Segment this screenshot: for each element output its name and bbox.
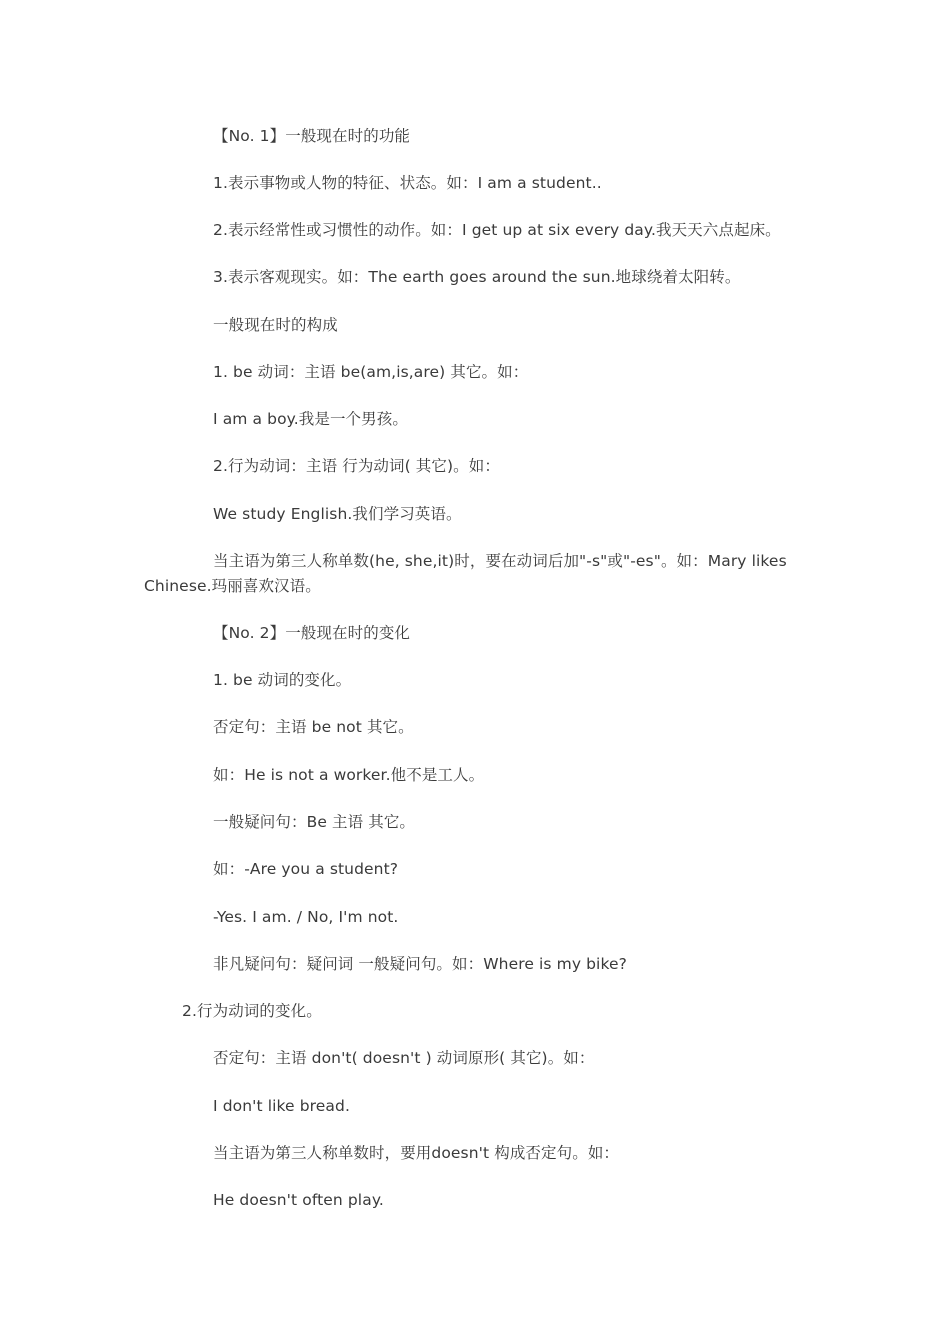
- section-heading-no1: 【No. 1】一般现在时的功能: [213, 127, 411, 145]
- paragraph-function-1: 1.表示事物或人物的特征、状态。如：I am a student..: [213, 174, 602, 192]
- example-yes-no-answer: -Yes. I am. / No, I'm not.: [213, 908, 399, 926]
- paragraph-action-verb-changes: 2.行为动词的变化。: [182, 1002, 322, 1020]
- paragraph-negative-be: 否定句：主语 be not 其它。: [213, 718, 414, 736]
- example-dont-like-bread: I don't like bread.: [213, 1097, 350, 1115]
- example-doesnt-often-play: He doesn't often play.: [213, 1191, 384, 1209]
- example-are-you-a-student: 如：-Are you a student?: [213, 860, 399, 878]
- paragraph-doesnt-third-person: 当主语为第三人称单数时，要用doesn't 构成否定句。如：: [213, 1144, 620, 1162]
- example-i-am-a-boy: I am a boy.我是一个男孩。: [213, 410, 408, 428]
- paragraph-function-3: 3.表示客观现实。如：The earth goes around the sun.地球绕着太阳转。: [213, 268, 741, 286]
- paragraph-general-question: 一般疑问句：Be 主语 其它。: [213, 813, 416, 831]
- section-heading-no2: 【No. 2】一般现在时的变化: [213, 624, 411, 642]
- subheading-structure: 一般现在时的构成: [213, 316, 338, 334]
- example-we-study-english: We study English.我们学习英语。: [213, 505, 462, 523]
- example-not-a-worker: 如：He is not a worker.他不是工人。: [213, 766, 485, 784]
- paragraph-be-verb: 1. be 动词：主语 be(am,is,are) 其它。如：: [213, 363, 529, 381]
- paragraph-special-question: 非凡疑问句：疑问词 一般疑问句。如：Where is my bike?: [213, 955, 627, 973]
- paragraph-negative-dont: 否定句：主语 don't( doesn't ) 动词原形( 其它)。如：: [213, 1049, 595, 1067]
- paragraph-action-verb: 2.行为动词：主语 行为动词( 其它)。如：: [213, 457, 500, 475]
- paragraph-third-person: 当主语为第三人称单数(he, she,it)时，要在动词后加"-s"或"-es"。如：Mary likes Chinese.玛丽喜欢汉语。: [144, 552, 787, 595]
- paragraph-be-changes: 1. be 动词的变化。: [213, 671, 352, 689]
- paragraph-function-2: 2.表示经常性或习惯性的动作。如：I get up at six every day.我天天六点起床。: [213, 221, 781, 239]
